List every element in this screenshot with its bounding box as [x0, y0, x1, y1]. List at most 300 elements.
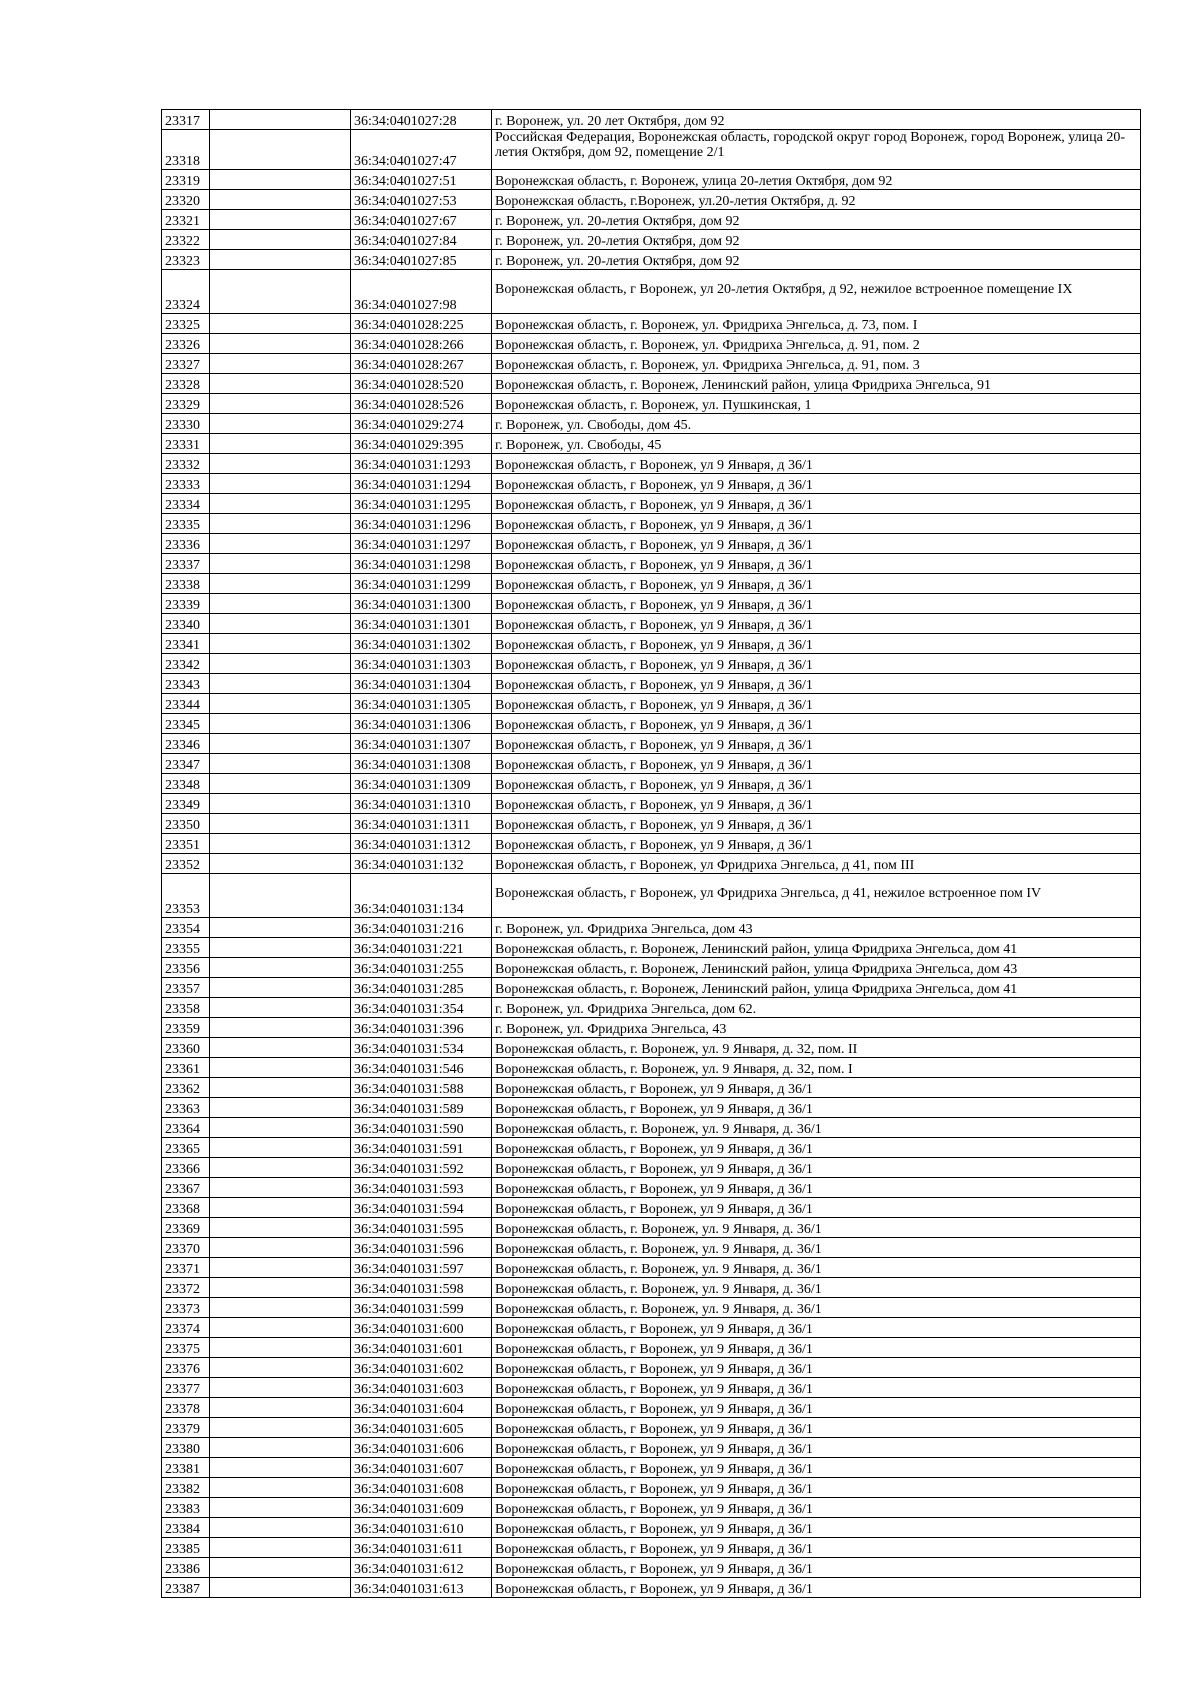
cadastral-number-cell: 36:34:0401031:1297: [351, 534, 492, 554]
cadastral-number-cell: 36:34:0401031:602: [351, 1358, 492, 1378]
address-cell: Воронежская область, г Воронеж, ул 9 Января, д 36/1: [492, 1198, 1141, 1218]
cadastral-number-cell: 36:34:0401031:396: [351, 1018, 492, 1038]
row-number-cell: 23352: [162, 854, 210, 874]
row-number-cell: 23387: [162, 1578, 210, 1598]
address-cell: г. Воронеж, ул. Фридриха Энгельса, дом 43: [492, 918, 1141, 938]
row-number-cell: 23324: [162, 270, 210, 314]
row-number-cell: 23350: [162, 814, 210, 834]
cadastral-number-cell: 36:34:0401031:1311: [351, 814, 492, 834]
row-number-cell: 23358: [162, 998, 210, 1018]
table-row: [162, 354, 1141, 374]
blank-cell: [210, 1458, 351, 1478]
address-cell: Воронежская область, г. Воронеж, ул. 9 Января, д. 36/1: [492, 1298, 1141, 1318]
cadastral-number-cell: 36:34:0401027:67: [351, 210, 492, 230]
blank-cell: [210, 354, 351, 374]
cadastral-number-cell: 36:34:0401031:1302: [351, 634, 492, 654]
cadastral-number-cell: 36:34:0401031:598: [351, 1278, 492, 1298]
cadastral-number-cell: 36:34:0401031:1309: [351, 774, 492, 794]
cadastral-number-cell: 36:34:0401031:610: [351, 1518, 492, 1538]
row-number-cell: 23386: [162, 1558, 210, 1578]
address-cell: Воронежская область, г Воронеж, ул 9 Января, д 36/1: [492, 1438, 1141, 1458]
table-row: [162, 574, 1141, 594]
table-row: [162, 714, 1141, 734]
table-row: [162, 938, 1141, 958]
cadastral-number-cell: 36:34:0401028:266: [351, 334, 492, 354]
address-cell: Воронежская область, г Воронеж, ул 9 Января, д 36/1: [492, 1338, 1141, 1358]
table-row: [162, 854, 1141, 874]
row-number-cell: 23378: [162, 1398, 210, 1418]
cadastral-number-cell: 36:34:0401031:592: [351, 1158, 492, 1178]
address-cell: Российская Федерация, Воронежская область, городской округ город Воронеж, город Воронеж, улица 20-летия Октября, дом 92, помещение 2/1: [492, 130, 1141, 170]
row-number-cell: 23356: [162, 958, 210, 978]
table-row: [162, 1398, 1141, 1418]
blank-cell: [210, 130, 351, 170]
blank-cell: [210, 1158, 351, 1178]
blank-cell: [210, 874, 351, 918]
address-cell: Воронежская область, г Воронеж, ул 9 Января, д 36/1: [492, 1098, 1141, 1118]
table-row: [162, 1218, 1141, 1238]
address-cell: Воронежская область, г. Воронеж, Ленинский район, улица Фридриха Энгельса, дом 41: [492, 978, 1141, 998]
blank-cell: [210, 230, 351, 250]
table-row: [162, 1538, 1141, 1558]
cadastral-number-cell: 36:34:0401031:597: [351, 1258, 492, 1278]
table-row: [162, 1498, 1141, 1518]
blank-cell: [210, 938, 351, 958]
row-number-cell: 23345: [162, 714, 210, 734]
cadastral-number-cell: 36:34:0401031:1299: [351, 574, 492, 594]
address-cell: г. Воронеж, ул. 20 лет Октября, дом 92: [492, 110, 1141, 130]
table-row: [162, 634, 1141, 654]
table-row: [162, 1258, 1141, 1278]
address-cell: Воронежская область, г Воронеж, ул 9 Января, д 36/1: [492, 1158, 1141, 1178]
blank-cell: [210, 1478, 351, 1498]
table-row: [162, 794, 1141, 814]
row-number-cell: 23340: [162, 614, 210, 634]
cadastral-number-cell: 36:34:0401027:84: [351, 230, 492, 250]
table-row: [162, 1058, 1141, 1078]
address-cell: Воронежская область, г. Воронеж, Ленинский район, улица Фридриха Энгельса, 91: [492, 374, 1141, 394]
cadastral-number-cell: 36:34:0401031:216: [351, 918, 492, 938]
cadastral-number-cell: 36:34:0401031:613: [351, 1578, 492, 1598]
address-cell: г. Воронеж, ул. Фридриха Энгельса, дом 62.: [492, 998, 1141, 1018]
address-cell: Воронежская область, г. Воронеж, ул. 9 Января, д. 36/1: [492, 1218, 1141, 1238]
cadastral-number-cell: 36:34:0401031:1300: [351, 594, 492, 614]
address-cell: Воронежская область, г Воронеж, ул 9 Января, д 36/1: [492, 514, 1141, 534]
address-cell: Воронежская область, г.Воронеж, ул.20-летия Октября, д. 92: [492, 190, 1141, 210]
cadastral-number-cell: 36:34:0401031:1304: [351, 674, 492, 694]
row-number-cell: 23323: [162, 250, 210, 270]
row-number-cell: 23372: [162, 1278, 210, 1298]
blank-cell: [210, 514, 351, 534]
blank-cell: [210, 814, 351, 834]
table-row: [162, 230, 1141, 250]
address-cell: Воронежская область, г Воронеж, ул 9 Января, д 36/1: [492, 1518, 1141, 1538]
row-number-cell: 23355: [162, 938, 210, 958]
address-cell: Воронежская область, г Воронеж, ул 9 Января, д 36/1: [492, 654, 1141, 674]
cadastral-number-cell: 36:34:0401031:608: [351, 1478, 492, 1498]
table-row: [162, 434, 1141, 454]
blank-cell: [210, 1558, 351, 1578]
cadastral-number-cell: 36:34:0401031:593: [351, 1178, 492, 1198]
table-row: [162, 494, 1141, 514]
table-row: [162, 474, 1141, 494]
table-row: [162, 1438, 1141, 1458]
blank-cell: [210, 694, 351, 714]
blank-cell: [210, 1198, 351, 1218]
blank-cell: [210, 1118, 351, 1138]
address-cell: Воронежская область, г. Воронеж, ул. 9 Января, д. 32, пом. I: [492, 1058, 1141, 1078]
table-row: [162, 1018, 1141, 1038]
row-number-cell: 23379: [162, 1418, 210, 1438]
row-number-cell: 23322: [162, 230, 210, 250]
address-cell: Воронежская область, г. Воронеж, ул. 9 Января, д. 36/1: [492, 1118, 1141, 1138]
row-number-cell: 23375: [162, 1338, 210, 1358]
property-table: [161, 109, 1141, 1598]
blank-cell: [210, 270, 351, 314]
address-cell: Воронежская область, г. Воронеж, Ленинский район, улица Фридриха Энгельса, дом 43: [492, 958, 1141, 978]
cadastral-number-cell: 36:34:0401031:605: [351, 1418, 492, 1438]
address-cell: Воронежская область, г Воронеж, ул 9 Января, д 36/1: [492, 794, 1141, 814]
table-row: [162, 110, 1141, 130]
table-row: [162, 1138, 1141, 1158]
address-cell: Воронежская область, г Воронеж, ул 9 Января, д 36/1: [492, 534, 1141, 554]
blank-cell: [210, 1578, 351, 1598]
blank-cell: [210, 1538, 351, 1558]
address-cell: Воронежская область, г Воронеж, ул 9 Января, д 36/1: [492, 1578, 1141, 1598]
cadastral-number-cell: 36:34:0401027:28: [351, 110, 492, 130]
address-cell: Воронежская область, г Воронеж, ул 9 Января, д 36/1: [492, 1418, 1141, 1438]
blank-cell: [210, 754, 351, 774]
row-number-cell: 23334: [162, 494, 210, 514]
row-number-cell: 23382: [162, 1478, 210, 1498]
blank-cell: [210, 110, 351, 130]
table-row: [162, 1178, 1141, 1198]
row-number-cell: 23360: [162, 1038, 210, 1058]
table-row: [162, 1458, 1141, 1478]
table-row: [162, 1158, 1141, 1178]
blank-cell: [210, 854, 351, 874]
table-row: [162, 1298, 1141, 1318]
row-number-cell: 23319: [162, 170, 210, 190]
address-cell: Воронежская область, г Воронеж, ул 9 Января, д 36/1: [492, 1138, 1141, 1158]
address-cell: Воронежская область, г. Воронеж, ул. 9 Января, д. 36/1: [492, 1258, 1141, 1278]
table-row: [162, 978, 1141, 998]
row-number-cell: 23359: [162, 1018, 210, 1038]
address-cell: Воронежская область, г Воронеж, ул 9 Января, д 36/1: [492, 1398, 1141, 1418]
table-row: [162, 1318, 1141, 1338]
blank-cell: [210, 474, 351, 494]
table-row: [162, 1518, 1141, 1538]
address-cell: Воронежская область, г Воронеж, ул 9 Января, д 36/1: [492, 714, 1141, 734]
table-row: [162, 190, 1141, 210]
cadastral-number-cell: 36:34:0401031:595: [351, 1218, 492, 1238]
table-row: [162, 514, 1141, 534]
row-number-cell: 23366: [162, 1158, 210, 1178]
blank-cell: [210, 674, 351, 694]
blank-cell: [210, 1298, 351, 1318]
cadastral-number-cell: 36:34:0401031:1294: [351, 474, 492, 494]
cadastral-number-cell: 36:34:0401028:526: [351, 394, 492, 414]
table-row: [162, 734, 1141, 754]
cadastral-number-cell: 36:34:0401028:520: [351, 374, 492, 394]
address-cell: Воронежская область, г Воронеж, ул 9 Января, д 36/1: [492, 774, 1141, 794]
table-row: [162, 918, 1141, 938]
row-number-cell: 23336: [162, 534, 210, 554]
address-cell: Воронежская область, г Воронеж, ул 9 Января, д 36/1: [492, 754, 1141, 774]
address-cell: Воронежская область, г Воронеж, ул 9 Января, д 36/1: [492, 814, 1141, 834]
table-body: [162, 110, 1141, 1598]
address-cell: Воронежская область, г Воронеж, ул 9 Января, д 36/1: [492, 1498, 1141, 1518]
cadastral-number-cell: 36:34:0401031:1308: [351, 754, 492, 774]
address-cell: Воронежская область, г. Воронеж, ул. Фридриха Энгельса, д. 91, пом. 3: [492, 354, 1141, 374]
address-cell: Воронежская область, г Воронеж, ул 9 Января, д 36/1: [492, 554, 1141, 574]
address-cell: Воронежская область, г. Воронеж, Ленинский район, улица Фридриха Энгельса, дом 41: [492, 938, 1141, 958]
blank-cell: [210, 1518, 351, 1538]
cadastral-number-cell: 36:34:0401029:395: [351, 434, 492, 454]
address-cell: Воронежская область, г Воронеж, ул 9 Января, д 36/1: [492, 494, 1141, 514]
row-number-cell: 23351: [162, 834, 210, 854]
blank-cell: [210, 394, 351, 414]
table-row: [162, 1038, 1141, 1058]
row-number-cell: 23370: [162, 1238, 210, 1258]
blank-cell: [210, 1398, 351, 1418]
row-number-cell: 23377: [162, 1378, 210, 1398]
cadastral-number-cell: 36:34:0401031:609: [351, 1498, 492, 1518]
blank-cell: [210, 1258, 351, 1278]
blank-cell: [210, 978, 351, 998]
blank-cell: [210, 1038, 351, 1058]
table-row: [162, 1198, 1141, 1218]
blank-cell: [210, 1278, 351, 1298]
address-cell: Воронежская область, г. Воронеж, улица 20-летия Октября, дом 92: [492, 170, 1141, 190]
blank-cell: [210, 614, 351, 634]
table-row: [162, 774, 1141, 794]
row-number-cell: 23348: [162, 774, 210, 794]
blank-cell: [210, 918, 351, 938]
cadastral-number-cell: 36:34:0401027:53: [351, 190, 492, 210]
row-number-cell: 23317: [162, 110, 210, 130]
blank-cell: [210, 1498, 351, 1518]
table-row: [162, 454, 1141, 474]
blank-cell: [210, 574, 351, 594]
table-row: [162, 1078, 1141, 1098]
row-number-cell: 23385: [162, 1538, 210, 1558]
row-number-cell: 23335: [162, 514, 210, 534]
table-row: [162, 394, 1141, 414]
blank-cell: [210, 1318, 351, 1338]
row-number-cell: 23347: [162, 754, 210, 774]
table-row: [162, 1338, 1141, 1358]
table-row: [162, 998, 1141, 1018]
row-number-cell: 23381: [162, 1458, 210, 1478]
table-row: [162, 270, 1141, 314]
address-cell: г. Воронеж, ул. 20-летия Октября, дом 92: [492, 230, 1141, 250]
cadastral-number-cell: 36:34:0401031:534: [351, 1038, 492, 1058]
cadastral-number-cell: 36:34:0401028:267: [351, 354, 492, 374]
cadastral-number-cell: 36:34:0401027:51: [351, 170, 492, 190]
address-cell: г. Воронеж, ул. 20-летия Октября, дом 92: [492, 210, 1141, 230]
table-row: [162, 210, 1141, 230]
address-cell: Воронежская область, г Воронеж, ул 9 Января, д 36/1: [492, 1178, 1141, 1198]
row-number-cell: 23367: [162, 1178, 210, 1198]
blank-cell: [210, 1018, 351, 1038]
table-row: [162, 130, 1141, 170]
address-cell: Воронежская область, г Воронеж, ул 9 Января, д 36/1: [492, 614, 1141, 634]
blank-cell: [210, 414, 351, 434]
address-cell: Воронежская область, г Воронеж, ул 9 Января, д 36/1: [492, 1458, 1141, 1478]
blank-cell: [210, 654, 351, 674]
cadastral-number-cell: 36:34:0401031:1312: [351, 834, 492, 854]
blank-cell: [210, 494, 351, 514]
row-number-cell: 23380: [162, 1438, 210, 1458]
row-number-cell: 23363: [162, 1098, 210, 1118]
table-row: [162, 594, 1141, 614]
cadastral-number-cell: 36:34:0401031:611: [351, 1538, 492, 1558]
blank-cell: [210, 634, 351, 654]
cadastral-number-cell: 36:34:0401031:589: [351, 1098, 492, 1118]
table-row: [162, 250, 1141, 270]
row-number-cell: 23374: [162, 1318, 210, 1338]
row-number-cell: 23326: [162, 334, 210, 354]
cadastral-number-cell: 36:34:0401031:601: [351, 1338, 492, 1358]
table-row: [162, 958, 1141, 978]
blank-cell: [210, 834, 351, 854]
address-cell: Воронежская область, г Воронеж, ул 9 Января, д 36/1: [492, 474, 1141, 494]
cadastral-number-cell: 36:34:0401031:354: [351, 998, 492, 1018]
cadastral-number-cell: 36:34:0401031:594: [351, 1198, 492, 1218]
cadastral-number-cell: 36:34:0401031:600: [351, 1318, 492, 1338]
row-number-cell: 23376: [162, 1358, 210, 1378]
row-number-cell: 23338: [162, 574, 210, 594]
table-row: [162, 1418, 1141, 1438]
row-number-cell: 23365: [162, 1138, 210, 1158]
table-row: [162, 314, 1141, 334]
row-number-cell: 23368: [162, 1198, 210, 1218]
cadastral-number-cell: 36:34:0401031:1298: [351, 554, 492, 574]
table-row: [162, 1278, 1141, 1298]
cadastral-number-cell: 36:34:0401031:607: [351, 1458, 492, 1478]
address-cell: Воронежская область, г Воронеж, ул 9 Января, д 36/1: [492, 574, 1141, 594]
address-cell: Воронежская область, г. Воронеж, ул. Фридриха Энгельса, д. 91, пом. 2: [492, 334, 1141, 354]
address-cell: Воронежская область, г Воронеж, ул 9 Января, д 36/1: [492, 734, 1141, 754]
row-number-cell: 23330: [162, 414, 210, 434]
cadastral-number-cell: 36:34:0401031:134: [351, 874, 492, 918]
cadastral-number-cell: 36:34:0401031:596: [351, 1238, 492, 1258]
row-number-cell: 23321: [162, 210, 210, 230]
address-cell: Воронежская область, г Воронеж, ул 9 Января, д 36/1: [492, 694, 1141, 714]
row-number-cell: 23384: [162, 1518, 210, 1538]
cadastral-number-cell: 36:34:0401031:599: [351, 1298, 492, 1318]
blank-cell: [210, 734, 351, 754]
row-number-cell: 23327: [162, 354, 210, 374]
address-cell: г. Воронеж, ул. 20-летия Октября, дом 92: [492, 250, 1141, 270]
row-number-cell: 23346: [162, 734, 210, 754]
address-cell: г. Воронеж, ул. Свободы, дом 45.: [492, 414, 1141, 434]
blank-cell: [210, 374, 351, 394]
row-number-cell: 23341: [162, 634, 210, 654]
address-cell: Воронежская область, г. Воронеж, ул. 9 Января, д. 32, пом. II: [492, 1038, 1141, 1058]
blank-cell: [210, 1078, 351, 1098]
address-cell: Воронежская область, г. Воронеж, ул. 9 Января, д. 36/1: [492, 1238, 1141, 1258]
row-number-cell: 23373: [162, 1298, 210, 1318]
cadastral-number-cell: 36:34:0401031:1301: [351, 614, 492, 634]
row-number-cell: 23318: [162, 130, 210, 170]
table-row: [162, 1118, 1141, 1138]
blank-cell: [210, 774, 351, 794]
address-cell: Воронежская область, г. Воронеж, ул. Фридриха Энгельса, д. 73, пом. I: [492, 314, 1141, 334]
cadastral-number-cell: 36:34:0401031:603: [351, 1378, 492, 1398]
cadastral-number-cell: 36:34:0401028:225: [351, 314, 492, 334]
row-number-cell: 23343: [162, 674, 210, 694]
table-row: [162, 1098, 1141, 1118]
cadastral-number-cell: 36:34:0401031:591: [351, 1138, 492, 1158]
table-row: [162, 754, 1141, 774]
blank-cell: [210, 1098, 351, 1118]
row-number-cell: 23354: [162, 918, 210, 938]
blank-cell: [210, 554, 351, 574]
blank-cell: [210, 1438, 351, 1458]
table-row: [162, 834, 1141, 854]
row-number-cell: 23332: [162, 454, 210, 474]
address-cell: Воронежская область, г Воронеж, ул 9 Января, д 36/1: [492, 454, 1141, 474]
cadastral-number-cell: 36:34:0401031:612: [351, 1558, 492, 1578]
table-row: [162, 1358, 1141, 1378]
row-number-cell: 23325: [162, 314, 210, 334]
row-number-cell: 23383: [162, 1498, 210, 1518]
blank-cell: [210, 434, 351, 454]
blank-cell: [210, 334, 351, 354]
cadastral-number-cell: 36:34:0401031:588: [351, 1078, 492, 1098]
cadastral-number-cell: 36:34:0401031:1310: [351, 794, 492, 814]
table-row: [162, 414, 1141, 434]
address-cell: Воронежская область, г Воронеж, ул 9 Января, д 36/1: [492, 1478, 1141, 1498]
address-cell: Воронежская область, г Воронеж, ул 9 Января, д 36/1: [492, 1538, 1141, 1558]
blank-cell: [210, 454, 351, 474]
address-cell: г. Воронеж, ул. Свободы, 45: [492, 434, 1141, 454]
cadastral-number-cell: 36:34:0401031:1307: [351, 734, 492, 754]
table-row: [162, 374, 1141, 394]
row-number-cell: 23371: [162, 1258, 210, 1278]
blank-cell: [210, 250, 351, 270]
blank-cell: [210, 1138, 351, 1158]
blank-cell: [210, 714, 351, 734]
row-number-cell: 23349: [162, 794, 210, 814]
row-number-cell: 23357: [162, 978, 210, 998]
row-number-cell: 23342: [162, 654, 210, 674]
blank-cell: [210, 1378, 351, 1398]
blank-cell: [210, 1338, 351, 1358]
blank-cell: [210, 1358, 351, 1378]
address-cell: Воронежская область, г Воронеж, ул 9 Января, д 36/1: [492, 674, 1141, 694]
cadastral-number-cell: 36:34:0401027:85: [351, 250, 492, 270]
cadastral-number-cell: 36:34:0401031:285: [351, 978, 492, 998]
cadastral-number-cell: 36:34:0401031:1305: [351, 694, 492, 714]
row-number-cell: 23369: [162, 1218, 210, 1238]
table-row: [162, 334, 1141, 354]
blank-cell: [210, 534, 351, 554]
row-number-cell: 23339: [162, 594, 210, 614]
address-cell: Воронежская область, г Воронеж, ул 9 Января, д 36/1: [492, 1078, 1141, 1098]
blank-cell: [210, 190, 351, 210]
address-cell: Воронежская область, г. Воронеж, ул. 9 Января, д. 36/1: [492, 1278, 1141, 1298]
address-cell: Воронежская область, г Воронеж, ул 9 Января, д 36/1: [492, 1318, 1141, 1338]
table-row: [162, 814, 1141, 834]
cadastral-number-cell: 36:34:0401031:1296: [351, 514, 492, 534]
address-cell: Воронежская область, г Воронеж, ул 20-летия Октября, д 92, нежилое встроенное помещение IX: [492, 270, 1141, 314]
address-cell: Воронежская область, г Воронеж, ул Фридриха Энгельса, д 41, пом III: [492, 854, 1141, 874]
blank-cell: [210, 958, 351, 978]
cadastral-number-cell: 36:34:0401031:1295: [351, 494, 492, 514]
